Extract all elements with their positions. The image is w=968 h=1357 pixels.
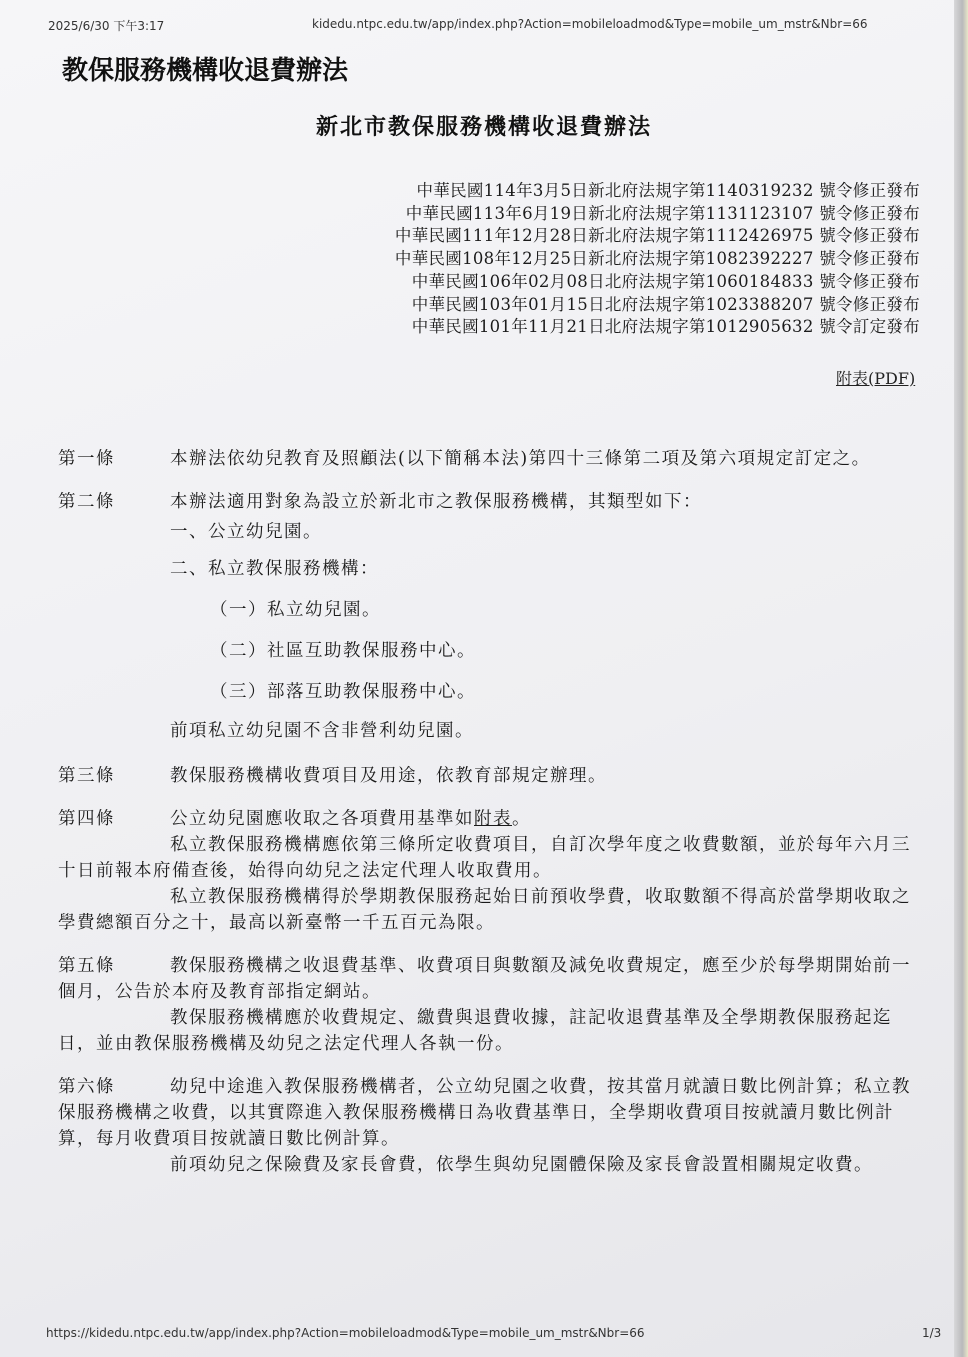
- attachment-pdf-link[interactable]: 附表(PDF): [836, 369, 916, 388]
- list-item: 一、公立幼兒園。: [170, 522, 322, 542]
- attachment-table-link[interactable]: 附表: [474, 809, 512, 829]
- article-text: 幼兒中途進入教保服務機構者，公立幼兒園之收費，按其當月就讀日數比例計算；私立教保服務機構之收費，以其實際進入教保服務機構日為收費基準日，全學期收費項目按就讀月數比例計算，每月收費項目按就讀日數比例計算。: [58, 1077, 911, 1149]
- list-subitem: （三）部落互助教保服務中心。: [210, 682, 476, 702]
- article-text: 教保服務機構收費項目及用途，依教育部規定辦理。: [170, 766, 607, 786]
- revision-line: 中華民國113年6月19日新北府法規字第1131123107 號令修正發布: [405, 203, 920, 223]
- article-label: 第四條: [58, 809, 115, 829]
- article-paragraph: 教保服務機構應於收費規定、繳費與退費收據，註記收退費基準及全學期教保服務起迄日，並由教保服務機構及幼兒之法定代理人各執一份。: [58, 1008, 892, 1054]
- document-title: 新北市教保服務機構收退費辦法: [315, 114, 652, 140]
- list-subitem: （二）社區互助教保服務中心。: [210, 641, 476, 661]
- article-label: 第二條: [58, 492, 115, 512]
- revision-history: [340, 180, 920, 339]
- page-number: 1/3: [922, 1326, 942, 1340]
- article-paragraph: 私立教保服務機構得於學期教保服務起始日前預收學費，收取數額不得高於當學期收取之學費總額百分之十，最高以新臺幣一千五百元為限。: [58, 887, 911, 933]
- article-6: [58, 1074, 924, 1178]
- article-4: [58, 806, 924, 936]
- print-url-header: kidedu.ntpc.edu.tw/app/index.php?Action=mobileloadmod&Type=mobile_um_mstr&Nbr=66: [312, 17, 868, 31]
- article-text: 教保服務機構之收退費基準、收費項目與數額及減免收費規定，應至少於每學期開始前一個月，公告於本府及教育部指定網站。: [58, 956, 911, 1002]
- revision-line: 中華民國106年02月08日北府法規字第1060184833 號令修正發布: [411, 271, 920, 291]
- article-text: 公立幼兒園應收取之各項費用基準如: [170, 809, 474, 829]
- article-note: 前項私立幼兒園不含非營利幼兒園。: [170, 721, 474, 741]
- list-item: 二、私立教保服務機構：: [170, 559, 379, 579]
- site-title: 教保服務機構收退費辦法: [62, 56, 349, 86]
- article-1: [58, 446, 924, 472]
- revision-line: 中華民國103年01月15日北府法規字第1023388207 號令修正發布: [411, 294, 920, 314]
- print-url-footer: https://kidedu.ntpc.edu.tw/app/index.php?Action=mobileloadmod&Type=mobile_um_mstr&Nbr=66: [46, 1326, 645, 1340]
- article-3: [58, 763, 924, 789]
- article-text: 本辦法適用對象為設立於新北市之教保服務機構，其類型如下：: [170, 492, 702, 512]
- revision-line: 中華民國108年12月25日新北府法規字第1082392227 號令修正發布: [394, 249, 920, 269]
- article-text: 本辦法依幼兒教育及照顧法(以下簡稱本法)第四十三條第二項及第六項規定訂定之。: [170, 449, 871, 469]
- revision-line: 中華民國114年3月5日新北府法規字第1140319232 號令修正發布: [416, 181, 920, 200]
- article-text-end: 。: [512, 809, 531, 829]
- articles-body: [58, 446, 924, 1195]
- article-label: 第六條: [58, 1077, 115, 1097]
- article-label: 第五條: [58, 956, 115, 976]
- article-2: [58, 489, 924, 749]
- revision-line: 中華民國101年11月21日北府法規字第1012905632 號令訂定發布: [411, 317, 920, 337]
- revision-line: 中華民國111年12月28日新北府法規字第1112426975 號令修正發布: [394, 226, 920, 246]
- article-label: 第三條: [58, 766, 115, 786]
- article-paragraph: 前項幼兒之保險費及家長會費，依學生與幼兒園體保險及家長會設置相關規定收費。: [170, 1155, 873, 1175]
- article-5: [58, 953, 924, 1057]
- list-subitem: （一）私立幼兒園。: [210, 600, 381, 620]
- print-datetime: 2025/6/30 下午3:17: [48, 19, 165, 33]
- article-paragraph: 私立教保服務機構應依第三條所定收費項目，自訂次學年度之收費數額，並於每年六月三十日前報本府備查後，始得向幼兒之法定代理人收取費用。: [58, 835, 911, 881]
- page-edge: [954, 0, 968, 1357]
- article-label: 第一條: [58, 449, 115, 469]
